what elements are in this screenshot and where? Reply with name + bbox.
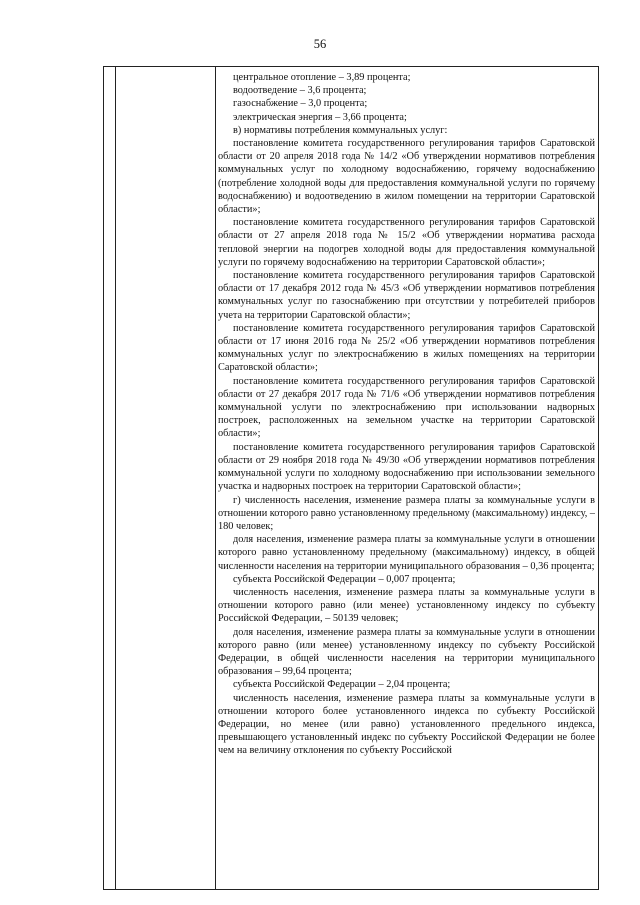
paragraph: в) нормативы потребления коммунальных услуг: bbox=[233, 124, 448, 136]
document-table bbox=[103, 66, 599, 890]
paragraph: субъекта Российской Федерации – 2,04 процента; bbox=[233, 679, 451, 691]
paragraph: постановление комитета государственного регулирования тарифов Саратовской области от 20 апреля 2018 года № 14/2 «Об утверждении нормативов потребления коммунальных услуг по холодному водоснабжению, горячему водоснабжению (потребление холодной воды для предоставления коммунальной услуги по горячему водоснабжению) и водоотведению в жилом помещении на территории Саратовской области»; bbox=[218, 138, 595, 216]
paragraph: доля населения, изменение размера платы за коммунальные услуги в отношении которого равно (или менее) установленному индексу по субъекту Российской Федерации, в общей численности населения на территории муниципального образования – 99,64 процента; bbox=[218, 626, 595, 678]
paragraph: численность населения, изменение размера платы за коммунальные услуги в отношении которого более установленного индекса по субъекту Российской Федерации, но менее (или равно) установленного предельного индекса, превышающего установленный индекс по субъекту Российской Федерации не более чем на величину отклонения по субъекту Российской bbox=[218, 692, 595, 757]
paragraph: численность населения, изменение размера платы за коммунальные услуги в отношении которого равно (или менее) установленному индексу по субъекту Российской Федерации, – 50139 человек; bbox=[218, 586, 595, 625]
column-divider bbox=[115, 67, 116, 889]
page-number: 56 bbox=[313, 37, 327, 51]
paragraph: доля населения, изменение размера платы за коммунальные услуги в отношении которого равно установленному предельному (максимальному) индексу, в общей численности населения на территории муниципального образования – 0,36 процента; bbox=[218, 534, 595, 572]
paragraph: г) численность населения, изменение размера платы за коммунальные услуги в отношении которого равно установленному предельному (максимальному) индексу, – 180 человек; bbox=[218, 494, 595, 532]
column-divider bbox=[215, 67, 216, 889]
paragraph: водоотведение – 3,6 процента; bbox=[233, 85, 367, 97]
paragraph: электрическая энергия – 3,66 процента; bbox=[233, 111, 407, 123]
paragraph: постановление комитета государственного регулирования тарифов Саратовской области от 17 июня 2016 года № 25/2 «Об утверждении нормативов потребления коммунальных услуг по электроснабжению в жилых помещениях на территории Саратовской области»; bbox=[218, 322, 595, 374]
paragraph: постановление комитета государственного регулирования тарифов Саратовской области от 27 декабря 2017 года № 71/6 «Об утверждении нормативов потребления коммунальной услуги по электроснабжению при использовании надворных построек, расположенных на земельном участке на территории Саратовской области»; bbox=[218, 375, 595, 440]
paragraph: газоснабжение – 3,0 процента; bbox=[233, 98, 368, 110]
paragraph: постановление комитета государственного регулирования тарифов Саратовской области от 29 ноября 2018 года № 49/30 «Об утверждении нормативов потребления коммунальной услуги по холодному водоснабжению при использовании земельного участка и надворных построек на территории Саратовской области»; bbox=[218, 441, 595, 493]
paragraph: постановление комитета государственного регулирования тарифов Саратовской области от 17 декабря 2012 года № 45/3 «Об утверждении нормативов потребления коммунальных услуг по газоснабжению при отсутствии у потребителей приборов учета на территории Саратовской области»; bbox=[218, 270, 595, 321]
table-cell-text bbox=[218, 71, 595, 889]
paragraph: центральное отопление – 3,89 процента; bbox=[233, 72, 411, 83]
paragraph: постановление комитета государственного регулирования тарифов Саратовской области от 27 апреля 2018 года № 15/2 «Об утверждении норматива расхода тепловой энергии на подогрев холодной воды для предоставления коммунальной услуги по горячему водоснабжению на территории Саратовской области»; bbox=[218, 217, 595, 268]
paragraph: субъекта Российской Федерации – 0,007 процента; bbox=[233, 573, 456, 585]
